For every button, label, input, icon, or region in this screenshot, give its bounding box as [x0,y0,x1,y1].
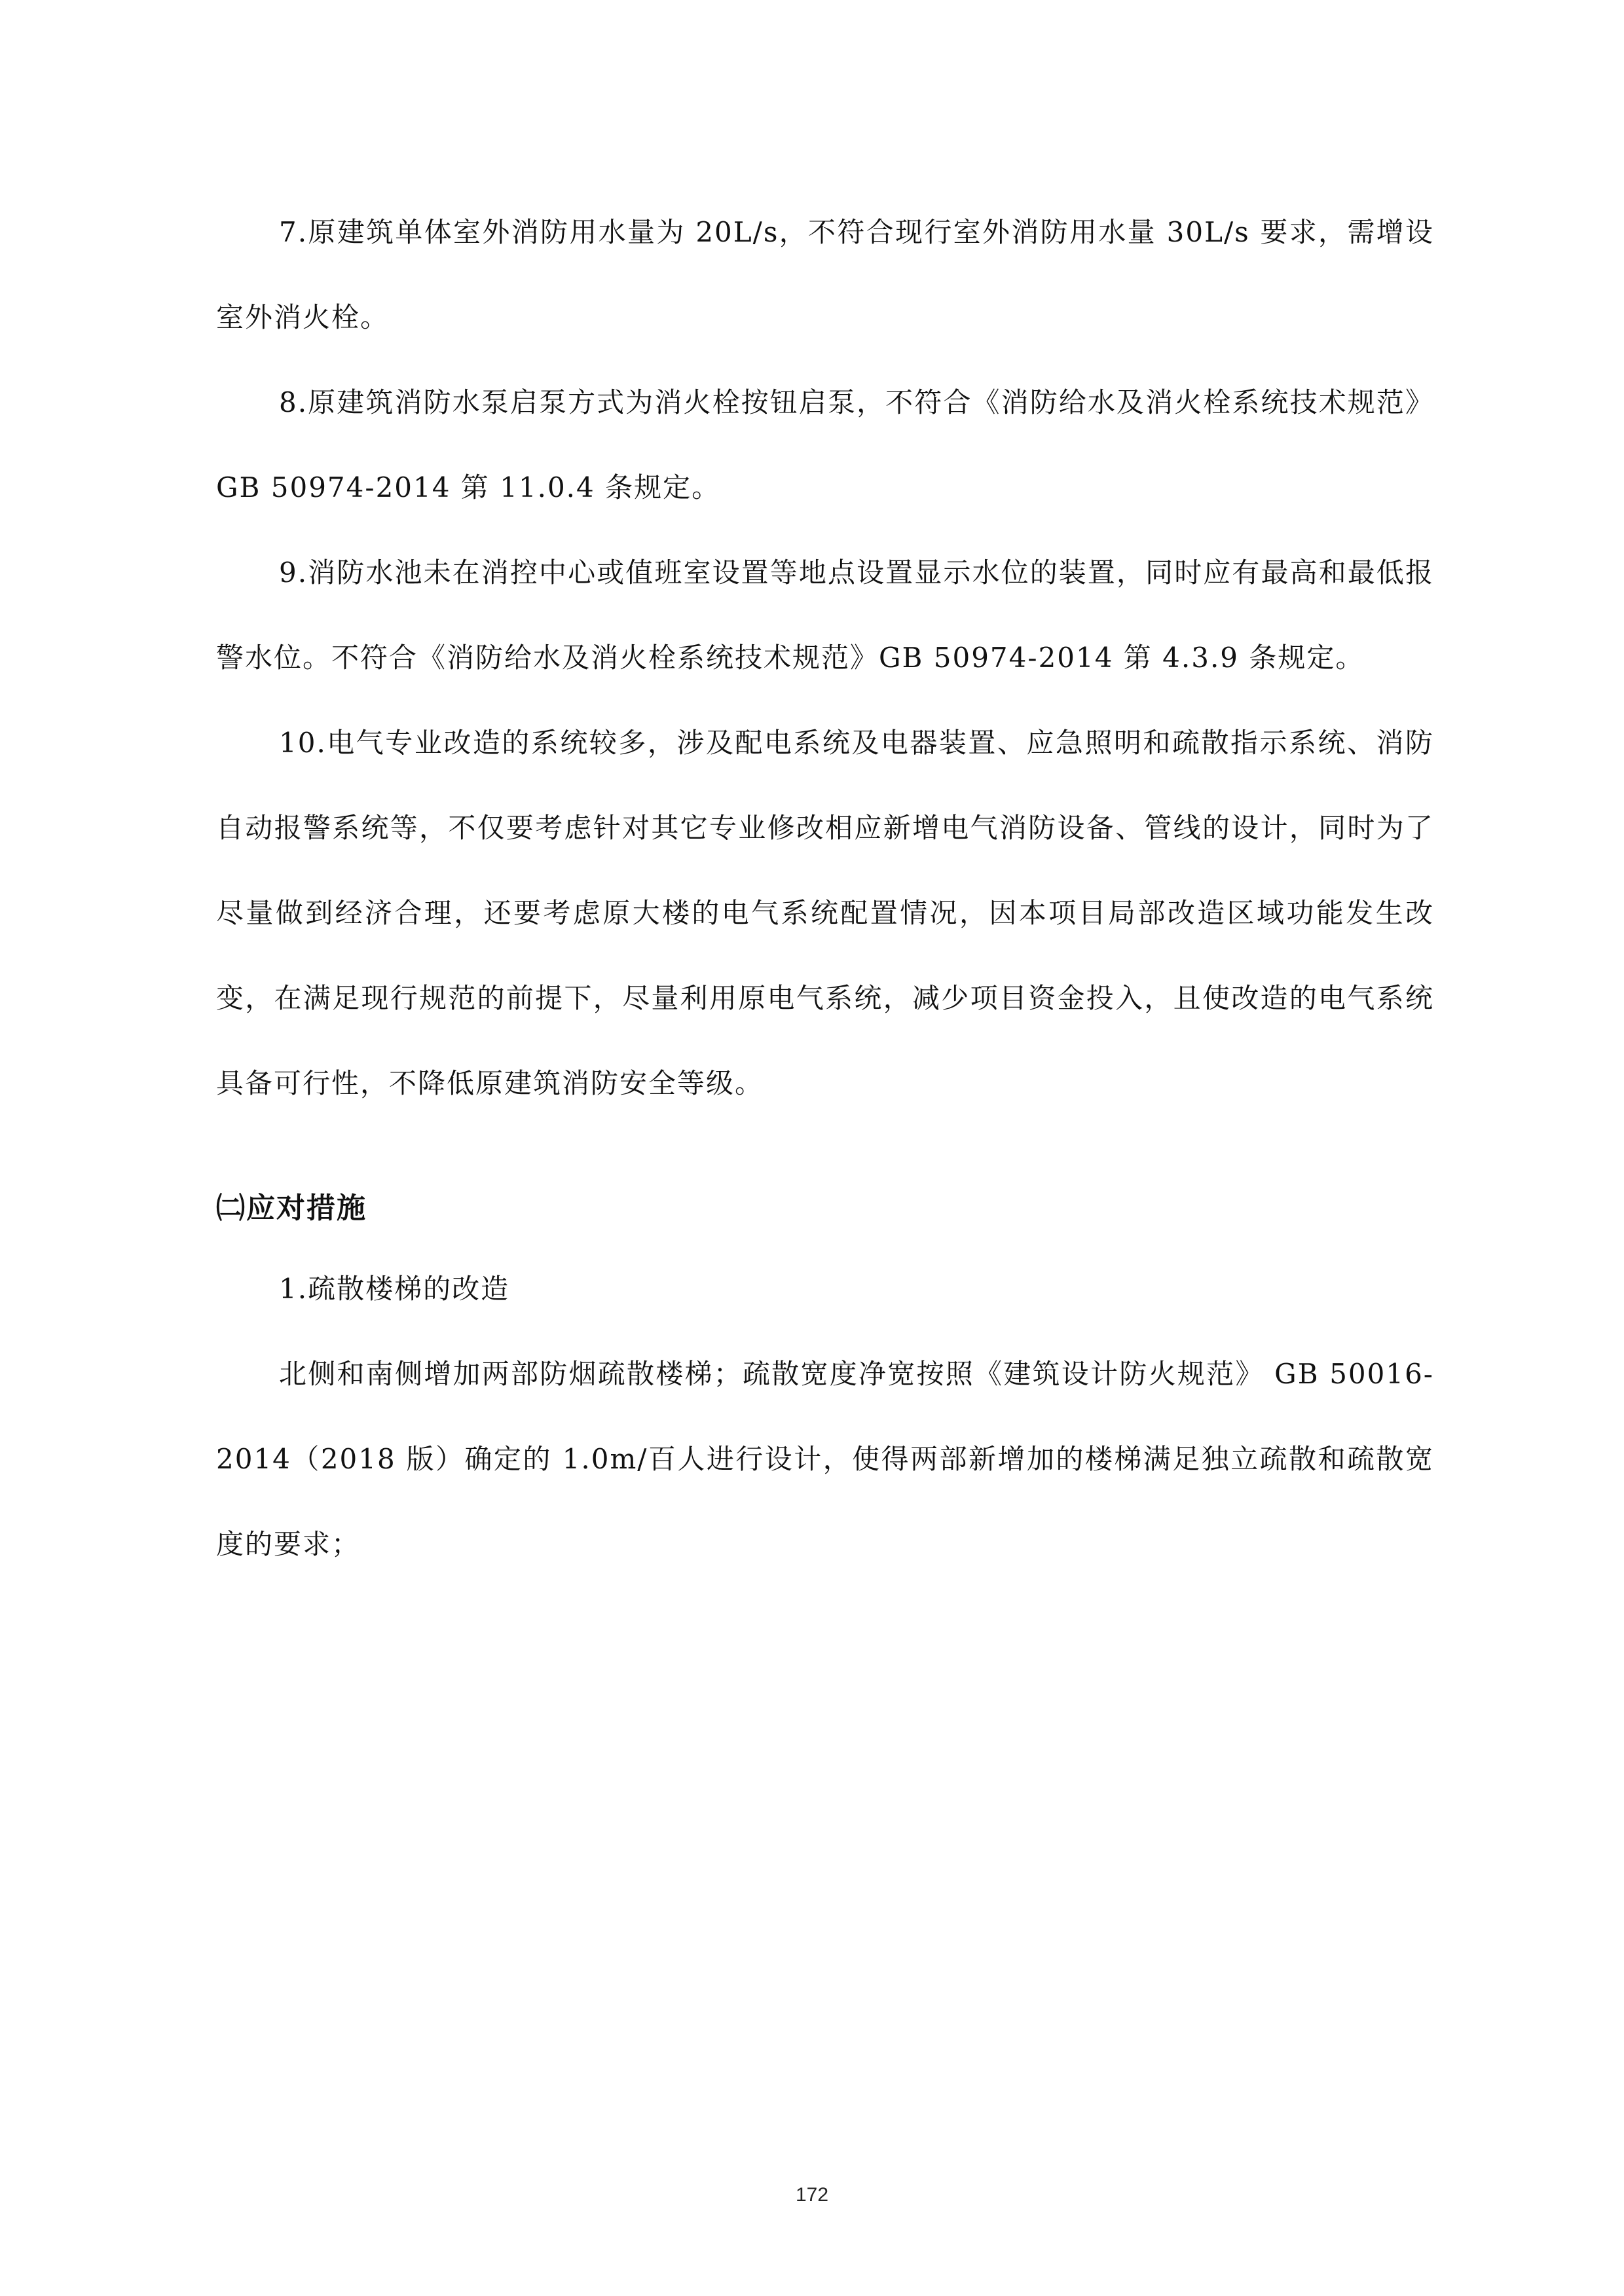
page-number: 172 [795,2184,829,2206]
paragraph-item-8: 8.原建筑消防水泵启泵方式为消火栓按钮启泵，不符合《消防给水及消火栓系统技术规范》GB 50974-2014 第 11.0.4 条规定。 [216,386,1434,503]
paragraph-item-7: 7.原建筑单体室外消防用水量为 20L/s，不符合现行室外消防用水量 30L/s 要求，需增设室外消火栓。 [216,216,1434,333]
section-heading: ㈡应对措施 [216,1192,367,1225]
subsection-title: 1.疏散楼梯的改造 [279,1273,510,1305]
paragraph-item-10: 10.电气专业改造的系统较多，涉及配电系统及电器装置、应急照明和疏散指示系统、消防自动报警系统等，不仅要考虑针对其它专业修改相应新增电气消防设备、管线的设计，同时为了尽量做到经济合理，还要考虑原大楼的电气系统配置情况，因本项目局部改造区域功能发生改变，在满足现行规范的前提下，尽量利用原电气系统，减少项目资金投入，且使改造的电气系统具备可行性，不降低原建筑消防安全等级。 [216,727,1434,1099]
page-body [216,190,1434,1587]
paragraph-stair-renovation: 北侧和南侧增加两部防烟疏散楼梯；疏散宽度净宽按照《建筑设计防火规范》 GB 50016-2014（2018 版）确定的 1.0m/百人进行设计，使得两部新增加的楼梯满足独立疏散和疏散宽度的要求； [216,1358,1434,1560]
paragraph-item-9: 9.消防水池未在消控中心或值班室设置等地点设置显示水位的装置，同时应有最高和最低报警水位。不符合《消防给水及消火栓系统技术规范》GB 50974-2014 第 4.3.9 条规定。 [216,556,1434,674]
